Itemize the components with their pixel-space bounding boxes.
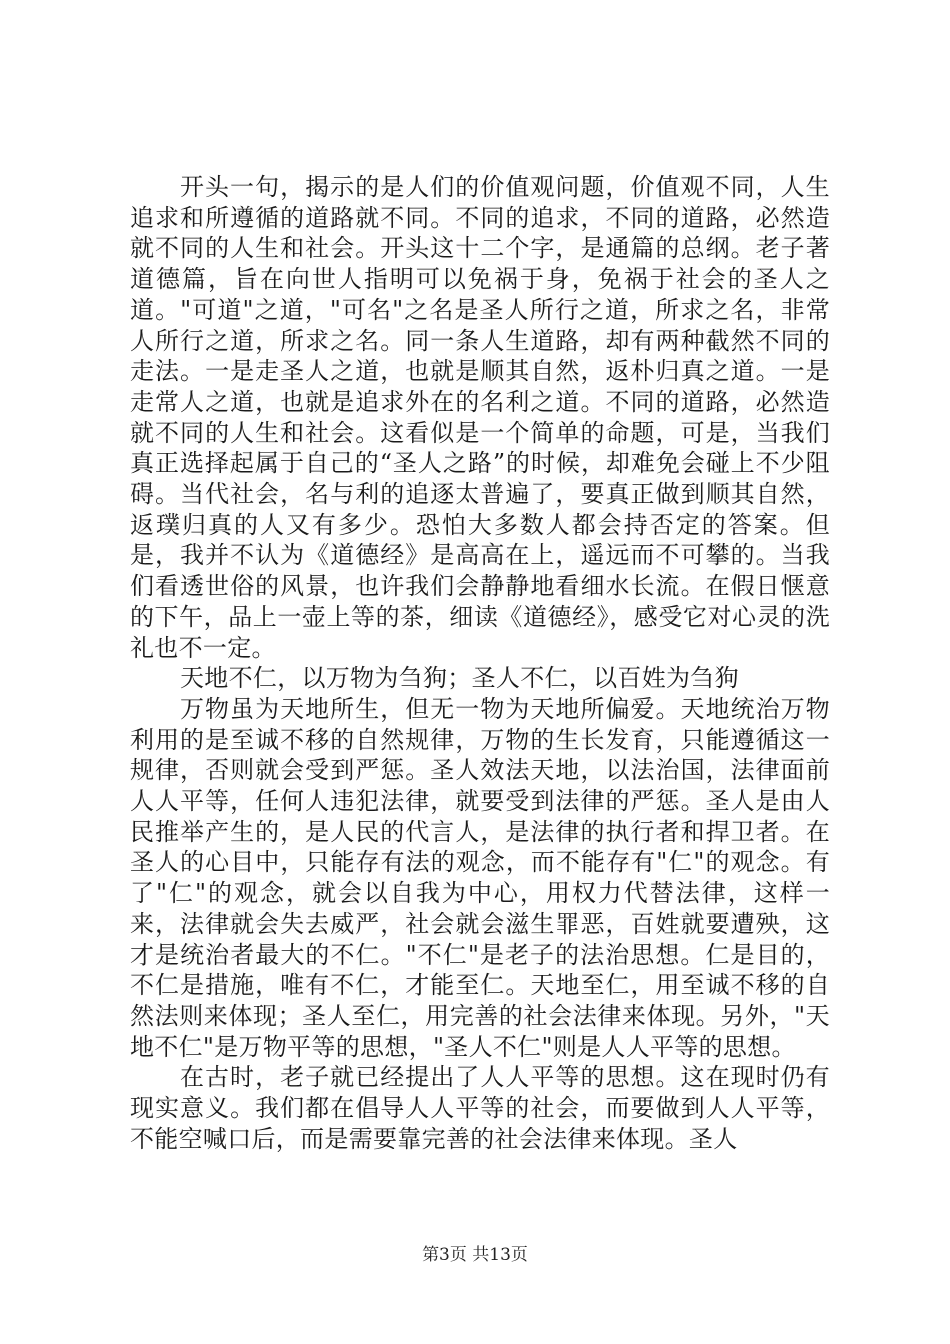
paragraph-intro: 开头一句，揭示的是人们的价值观问题，价值观不同，人生追求和所遵循的道路就不同。不同的追求，不同的道路，必然造就不同的人生和社会。开头这十二个字，是通篇的总纲。老子著道德篇，旨在向世人指明可以免祸于身，免祸于社会的圣人之道。"可道"之道，"可名"之名是圣人所行之道，所求之名，非常人所行之道，所求之名。同一条人生道路，却有两种截然不同的走法。一是走圣人之道，也就是顺其自然，返朴归真之道。一是走常人之道，也就是追求外在的名利之道。不同的道路，必然造就不同的人生和社会。这看似是一个简单的命题，可是，当我们真正选择起属于自己的“圣人之路”的时候，却难免会碰上不少阻碍。当代社会，名与利的追逐太普遍了，要真正做到顺其自然，返璞归真的人又有多少。恐怕大多数人都会持否定的答案。但是，我并不认为《道德经》是高高在上，遥远而不可攀的。当我们看透世俗的风景，也许我们会静静地看细水长流。在假日惬意的下午，品上一壶上等的茶，细读《道德经》，感受它对心灵的洗礼也不一定。 [130, 173, 830, 662]
paragraph-law: 万物虽为天地所生，但无一物为天地所偏爱。天地统治万物利用的是至诚不移的自然规律，万物的生长发育，只能遵循这一规律，否则就会受到严惩。圣人效法天地，以法治国，法律面前人人平等，任何人违犯法律，就要受到法律的严惩。圣人是由人民推举产生的，是人民的代言人，是法律的执行者和捍卫者。在圣人的心目中，只能存有法的观念，而不能存有"仁"的观念。有了"仁"的观念，就会以自我为中心，用权力代替法律，这样一来，法律就会失去威严，社会就会滋生罪恶，百姓就要遭殃，这才是统治者最大的不仁。"不仁"是老子的法治思想。仁是目的，不仁是措施，唯有不仁，才能至仁。天地至仁，用至诚不移的自然法则来体现；圣人至仁，用完善的社会法律来体现。另外，"天地不仁"是万物平等的思想，"圣人不仁"则是人人平等的思想。 [130, 694, 830, 1061]
page-footer: 第3页 共13页 [422, 1245, 528, 1265]
document-body [130, 172, 830, 1155]
paragraph-equality: 在古时，老子就已经提出了人人平等的思想。这在现时仍有现实意义。我们都在倡导人人平等的社会，而要做到人人平等，不能空喊口后，而是需要靠完善的社会法律来体现。圣人 [130, 1063, 830, 1153]
section-heading: 天地不仁，以万物为刍狗；圣人不仁，以百姓为刍狗 [180, 664, 739, 693]
